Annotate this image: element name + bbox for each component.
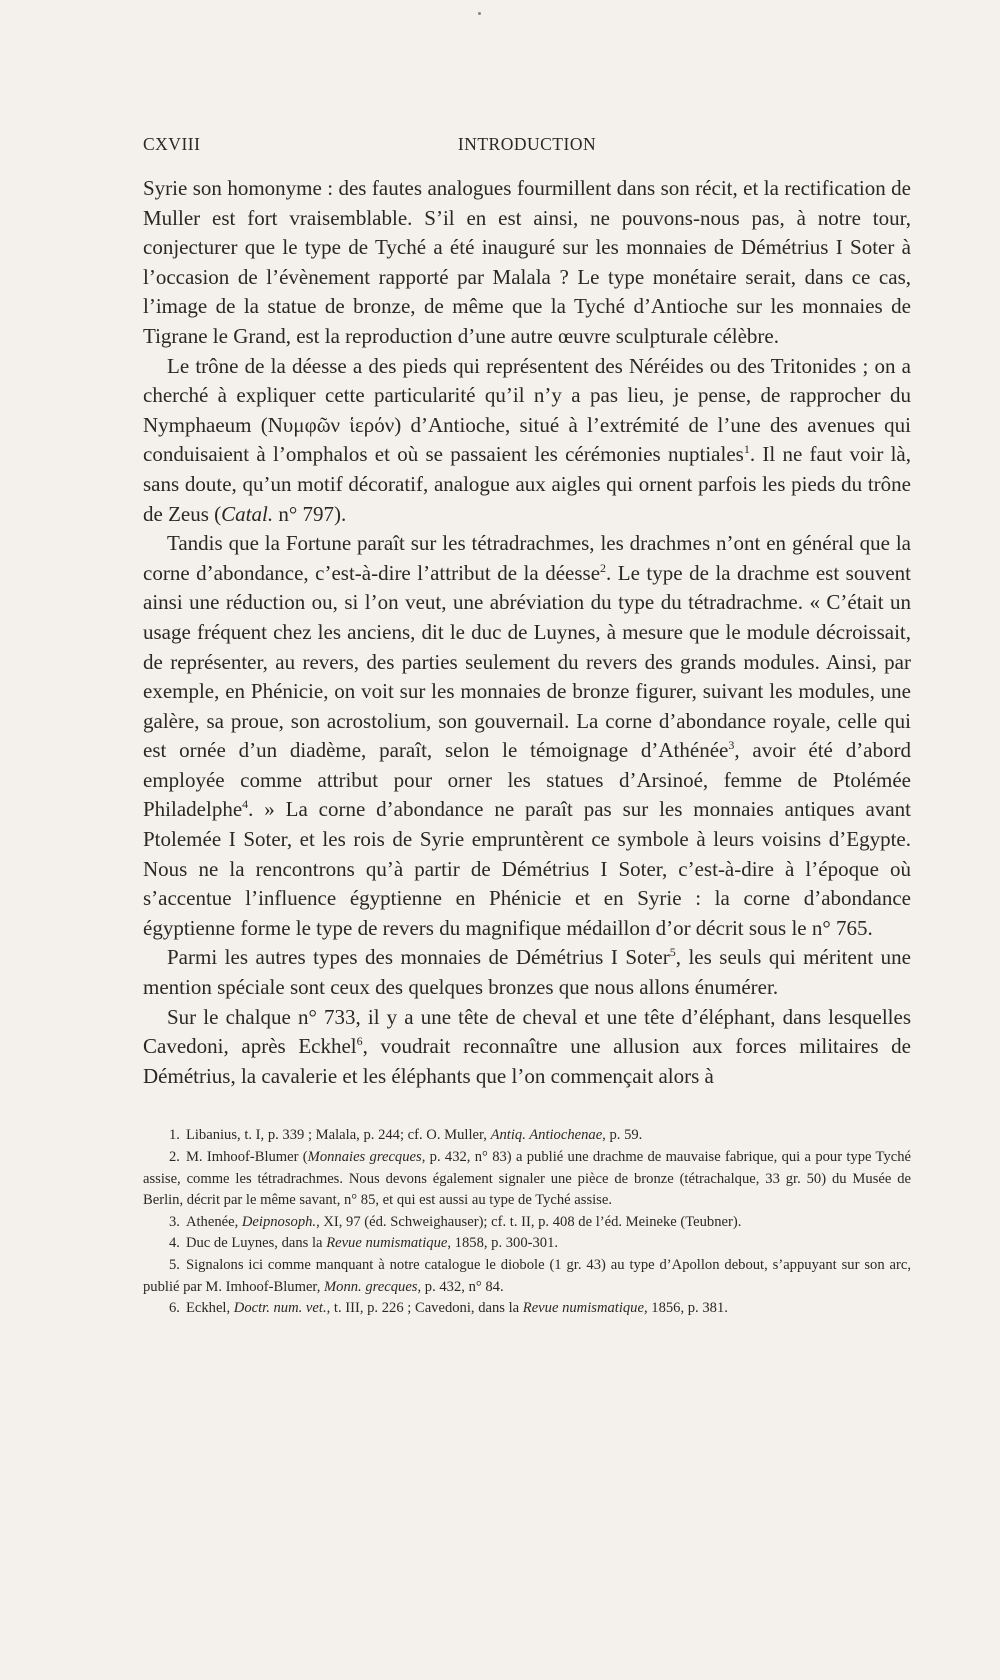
paragraph (143, 1003, 911, 1092)
footnote-ref: 2 (600, 560, 607, 575)
footnote (143, 1233, 911, 1255)
page (143, 134, 911, 1320)
italic-run: Deipnosoph. (241, 1213, 317, 1230)
footnote (143, 1298, 911, 1320)
folio: CXVIII (143, 134, 201, 154)
footnote-ref: 6 (356, 1034, 363, 1049)
footnotes (143, 1125, 911, 1319)
text-run: , p. 432, n° 83) a publié une drachme de mauvaise fabrique, qui a pour type Tyché assise, comme les tétradrachmes. Nous devons également signaler une pièce de bronze (tétrachalque, 33 gr. 50) du Musée de Berlin, décrit par le même savant, n° 85, et qui est aussi au type de Tyché assise. (143, 1149, 911, 1209)
text-run: Signalons ici comme manquant à notre catalogue le diobole (1 gr. 43) au type d’Apollon debout, s’appuyant sur son arc, publié par M. Imhoof-Blumer, (143, 1256, 911, 1295)
text-run: n° 797). (273, 501, 347, 526)
italic-run: Doctr. num. vet. (233, 1300, 327, 1317)
text-run: Syrie son homonyme : des fautes analogues fourmillent dans son récit, et la rectification de Muller est fort vraisemblable. S’il en est ainsi, ne pouvons-nous pas, à notre tour, conjecturer que le type de Tyché a été inauguré sur les monnaies de Démétrius I Soter à l’occasion de l’évènement rapporté par Malala ? Le type monétaire serait, dans ce cas, l’image de la statue de bronze, de même que la Tyché d’Antioche sur les monnaies de Tigrane le Grand, est la reproduction d’une autre œuvre sculpturale célèbre. (143, 176, 911, 348)
text-run: Le trône de la déesse a des pieds qui représentent des Néréides ou des Tritonides ; on a cherché à expliquer cette particularité qu’il n’y a pas lieu, je pense, de rapprocher du Nymphaeum (Νυμφῶν ἱερόν) d’Antioche, situé à l’extrémité de l’une des avenues qui conduisaient à l’omphalos et où se passaient les cérémonies nuptiales (143, 353, 911, 467)
text-run: , les seuls qui méritent une mention spéciale sont ceux des quelques bronzes que nous allons énumérer. (143, 945, 911, 1000)
text-run: . Il ne faut voir là, sans doute, qu’un motif décoratif, analogue aux aigles qui ornent parfois les pieds du trône de Zeus ( (143, 442, 911, 526)
text-run: , XI, 97 (éd. Schweighauser); cf. t. II, p. 408 de l’éd. Meineke (Teubner). (316, 1213, 742, 1230)
paragraph (143, 943, 911, 1002)
text-run: , voudrait reconnaître une allusion aux forces militaires de Démétrius, la cavalerie et les éléphants que l’on commençait alors à (143, 1034, 911, 1088)
footnote-ref: 5 (669, 945, 676, 960)
footnote-ref: 1 (743, 442, 750, 457)
text-run: Athenée, (185, 1213, 242, 1230)
footnote-number: 4. (169, 1235, 180, 1252)
footnote (143, 1212, 911, 1234)
text-run: , p. 59. (602, 1127, 643, 1144)
text-run: Eckhel, (185, 1300, 234, 1317)
footnote-ref: 3 (728, 738, 735, 753)
text-run: . Le type de la drachme est souvent ainsi une réduction ou, si l’on veut, une abréviation du type du tétradrachme. « C’était un usage fréquent chez les anciens, dit le duc de Luynes, à mesure que le module décroissait, de représenter, au revers, des parties seulement du revers des grands modules. Ainsi, par exemple, en Phénicie, on voit sur les monnaies de bronze figurer, suivant les modules, une galère, sa proue, son acrostolium, son gouvernail. La corne d’abondance royale, celle qui est ornée d’un diadème, paraît, selon le témoignage d’Athénée (143, 560, 911, 763)
footnote-number: 6. (169, 1300, 180, 1317)
running-title: INTRODUCTION (457, 134, 597, 154)
paragraph (143, 529, 911, 943)
text-run: , p. 432, n° 84. (417, 1278, 504, 1295)
footnote-number: 5. (169, 1256, 180, 1273)
text-run: , 1856, p. 381. (643, 1300, 728, 1317)
paper-speck (478, 12, 481, 15)
text-run: Sur le chalque n° 733, il y a une tête de cheval et une tête d’éléphant, dans lesquelles Cavedoni, après Eckhel (143, 1004, 911, 1059)
footnote-number: 3. (169, 1213, 180, 1230)
footnote (143, 1147, 911, 1212)
text-run: M. Imhoof-Blumer ( (185, 1149, 308, 1165)
italic-run: Catal. (221, 501, 274, 526)
text-run: , t. III, p. 226 ; Cavedoni, dans la (326, 1300, 523, 1317)
italic-run: Antiq. Antiochenae (490, 1127, 603, 1144)
body-text (143, 174, 911, 1091)
text-run: , avoir été d’abord employée comme attribut pour orner les statues d’Arsinoé, femme de Ptolémée Philadelphe (143, 738, 911, 822)
paragraph (143, 352, 911, 530)
running-head (143, 134, 911, 158)
italic-run: Monnaies grecques (307, 1149, 422, 1165)
text-run: Parmi les autres types des monnaies de Démétrius I Soter (167, 945, 670, 970)
footnote-number: 2. (169, 1149, 180, 1165)
italic-run: Monn. grecques (324, 1278, 418, 1295)
footnote (143, 1255, 911, 1298)
footnote-ref: 4 (242, 797, 249, 812)
text-run: Tandis que la Fortune paraît sur les tétradrachmes, les drachmes n’ont en général que la corne d’abondance, c’est-à-dire l’attribut de la déesse (143, 531, 911, 585)
footnote-number: 1. (169, 1127, 180, 1144)
text-run: . » La corne d’abondance ne paraît pas sur les monnaies antiques avant Ptolemée I Soter, et les rois de Syrie empruntèrent ce symbole à leurs voisins d’Egypte. Nous ne la rencontrons qu’à partir de Démétrius I Soter, c’est-à-dire à l’époque où s’accentue l’influence égyptienne en Phénicie et en Syrie : la corne d’abondance égyptienne forme le type de revers du magnifique médaillon d’or décrit sous le n° 765. (143, 797, 911, 940)
footnote (143, 1125, 911, 1147)
italic-run: Revue numismatique (522, 1300, 644, 1317)
text-run: Duc de Luynes, dans la (185, 1235, 327, 1252)
paragraph (143, 174, 911, 352)
text-run: , 1858, p. 300-301. (447, 1235, 559, 1252)
text-run: Libanius, t. I, p. 339 ; Malala, p. 244; cf. O. Muller, (185, 1127, 491, 1144)
italic-run: Revue numismatique (326, 1235, 448, 1252)
